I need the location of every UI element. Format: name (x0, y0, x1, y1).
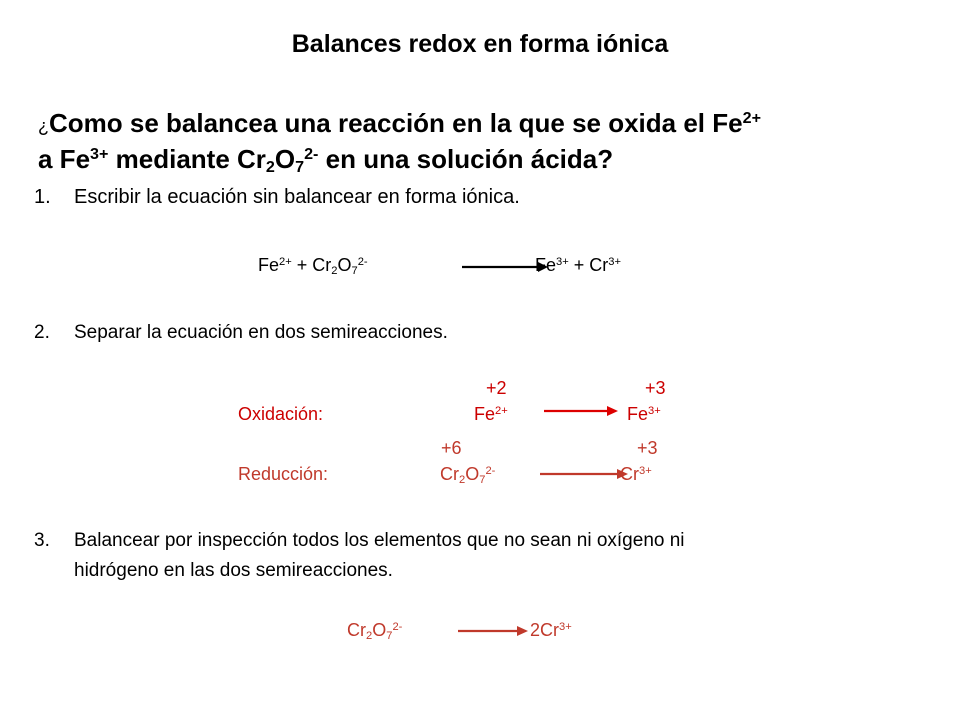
equation-3-arrow (458, 624, 528, 638)
question-sub-2: 2 (265, 158, 275, 177)
eq3-o: O (372, 620, 387, 640)
question-text-2d: en una solución ácida? (318, 144, 614, 174)
eq1-fe: Fe (258, 255, 280, 275)
eq1-dichromate-charge: 2- (357, 255, 368, 268)
inverted-question-mark: ¿ (38, 116, 49, 136)
red-product-cr: Cr (620, 464, 639, 484)
ox-product-fe: Fe (627, 404, 649, 424)
red-product-charge: 3+ (639, 464, 652, 477)
eq1-prod-cr-charge: 3+ (608, 255, 621, 268)
step-text-line-1: Balancear por inspección todos los elementos que no sean ni oxígeno ni (74, 530, 685, 551)
step-number: 2. (34, 322, 50, 343)
equation-3-reactant (347, 620, 402, 641)
oxidation-state-right: +3 (645, 378, 666, 398)
ox-product-charge: 3+ (648, 404, 661, 417)
oxidation-product (627, 404, 661, 425)
red-o: O (465, 464, 480, 484)
question-fe3-charge: 3+ (90, 145, 109, 164)
oxidation-arrow (544, 404, 618, 418)
eq1-plus-cr-prod: + Cr (568, 255, 609, 275)
eq3-product-cr: 2Cr (530, 620, 560, 640)
red-cr: Cr (440, 464, 459, 484)
step-2 (34, 322, 448, 344)
step-text: Separar la ecuación en dos semireacciones. (74, 322, 448, 343)
reduction-state-right: +3 (637, 438, 658, 458)
question-sub-7: 7 (295, 158, 305, 177)
ox-reactant-fe: Fe (474, 404, 496, 424)
question-fe-charge: 2+ (742, 109, 761, 128)
reduction-arrow (540, 467, 628, 481)
eq3-sub-2: 2 (366, 629, 373, 642)
reduction-label: Reducción: (238, 464, 329, 484)
question-text-2b: mediante Cr (108, 144, 266, 174)
oxidation-reactant (474, 404, 508, 425)
step-number: 1. (34, 186, 51, 208)
step-3-line-2: hidrógeno en las dos semireacciones. (74, 560, 393, 581)
step-number: 3. (34, 530, 50, 551)
red-reactant-charge: 2- (485, 464, 496, 477)
reduction-reactant (440, 464, 495, 485)
eq1-o: O (337, 255, 352, 275)
question-text-2a: a Fe (38, 144, 91, 174)
red-sub-2: 2 (459, 473, 466, 486)
question-line-2 (38, 144, 613, 175)
red-sub-7: 7 (479, 473, 486, 486)
question-dichromate-charge: 2- (304, 145, 319, 164)
reduction-state-left: +6 (441, 438, 462, 458)
eq1-prod-fe-charge: 3+ (556, 255, 569, 268)
reduction-product (620, 464, 652, 485)
oxidation-label: Oxidación: (238, 404, 324, 424)
ox-reactant-charge: 2+ (495, 404, 508, 417)
eq3-product-charge: 3+ (559, 620, 572, 633)
question-text-o: O (274, 144, 296, 174)
step-1 (34, 186, 520, 209)
step-3 (34, 530, 685, 552)
step-text: Escribir la ecuación sin balancear en forma iónica. (74, 186, 520, 208)
eq3-charge: 2- (392, 620, 403, 633)
eq1-sub-7: 7 (351, 264, 358, 277)
eq1-plus-cr: + Cr (291, 255, 332, 275)
eq1-sub-2: 2 (331, 264, 338, 277)
equation-3-product (530, 620, 572, 641)
equation-1-products (535, 255, 621, 276)
eq3-cr: Cr (347, 620, 366, 640)
page-title: Balances redox en forma iónica (291, 30, 669, 58)
question-text-1: Como se balancea una reacción en la que se oxida el Fe (49, 108, 743, 138)
eq3-sub-7: 7 (386, 629, 393, 642)
equation-1-reactants (258, 255, 368, 276)
oxidation-state-left: +2 (486, 378, 507, 398)
eq1-fe-charge: 2+ (279, 255, 292, 268)
question-line-1 (38, 108, 761, 139)
eq1-prod-fe: Fe (535, 255, 557, 275)
